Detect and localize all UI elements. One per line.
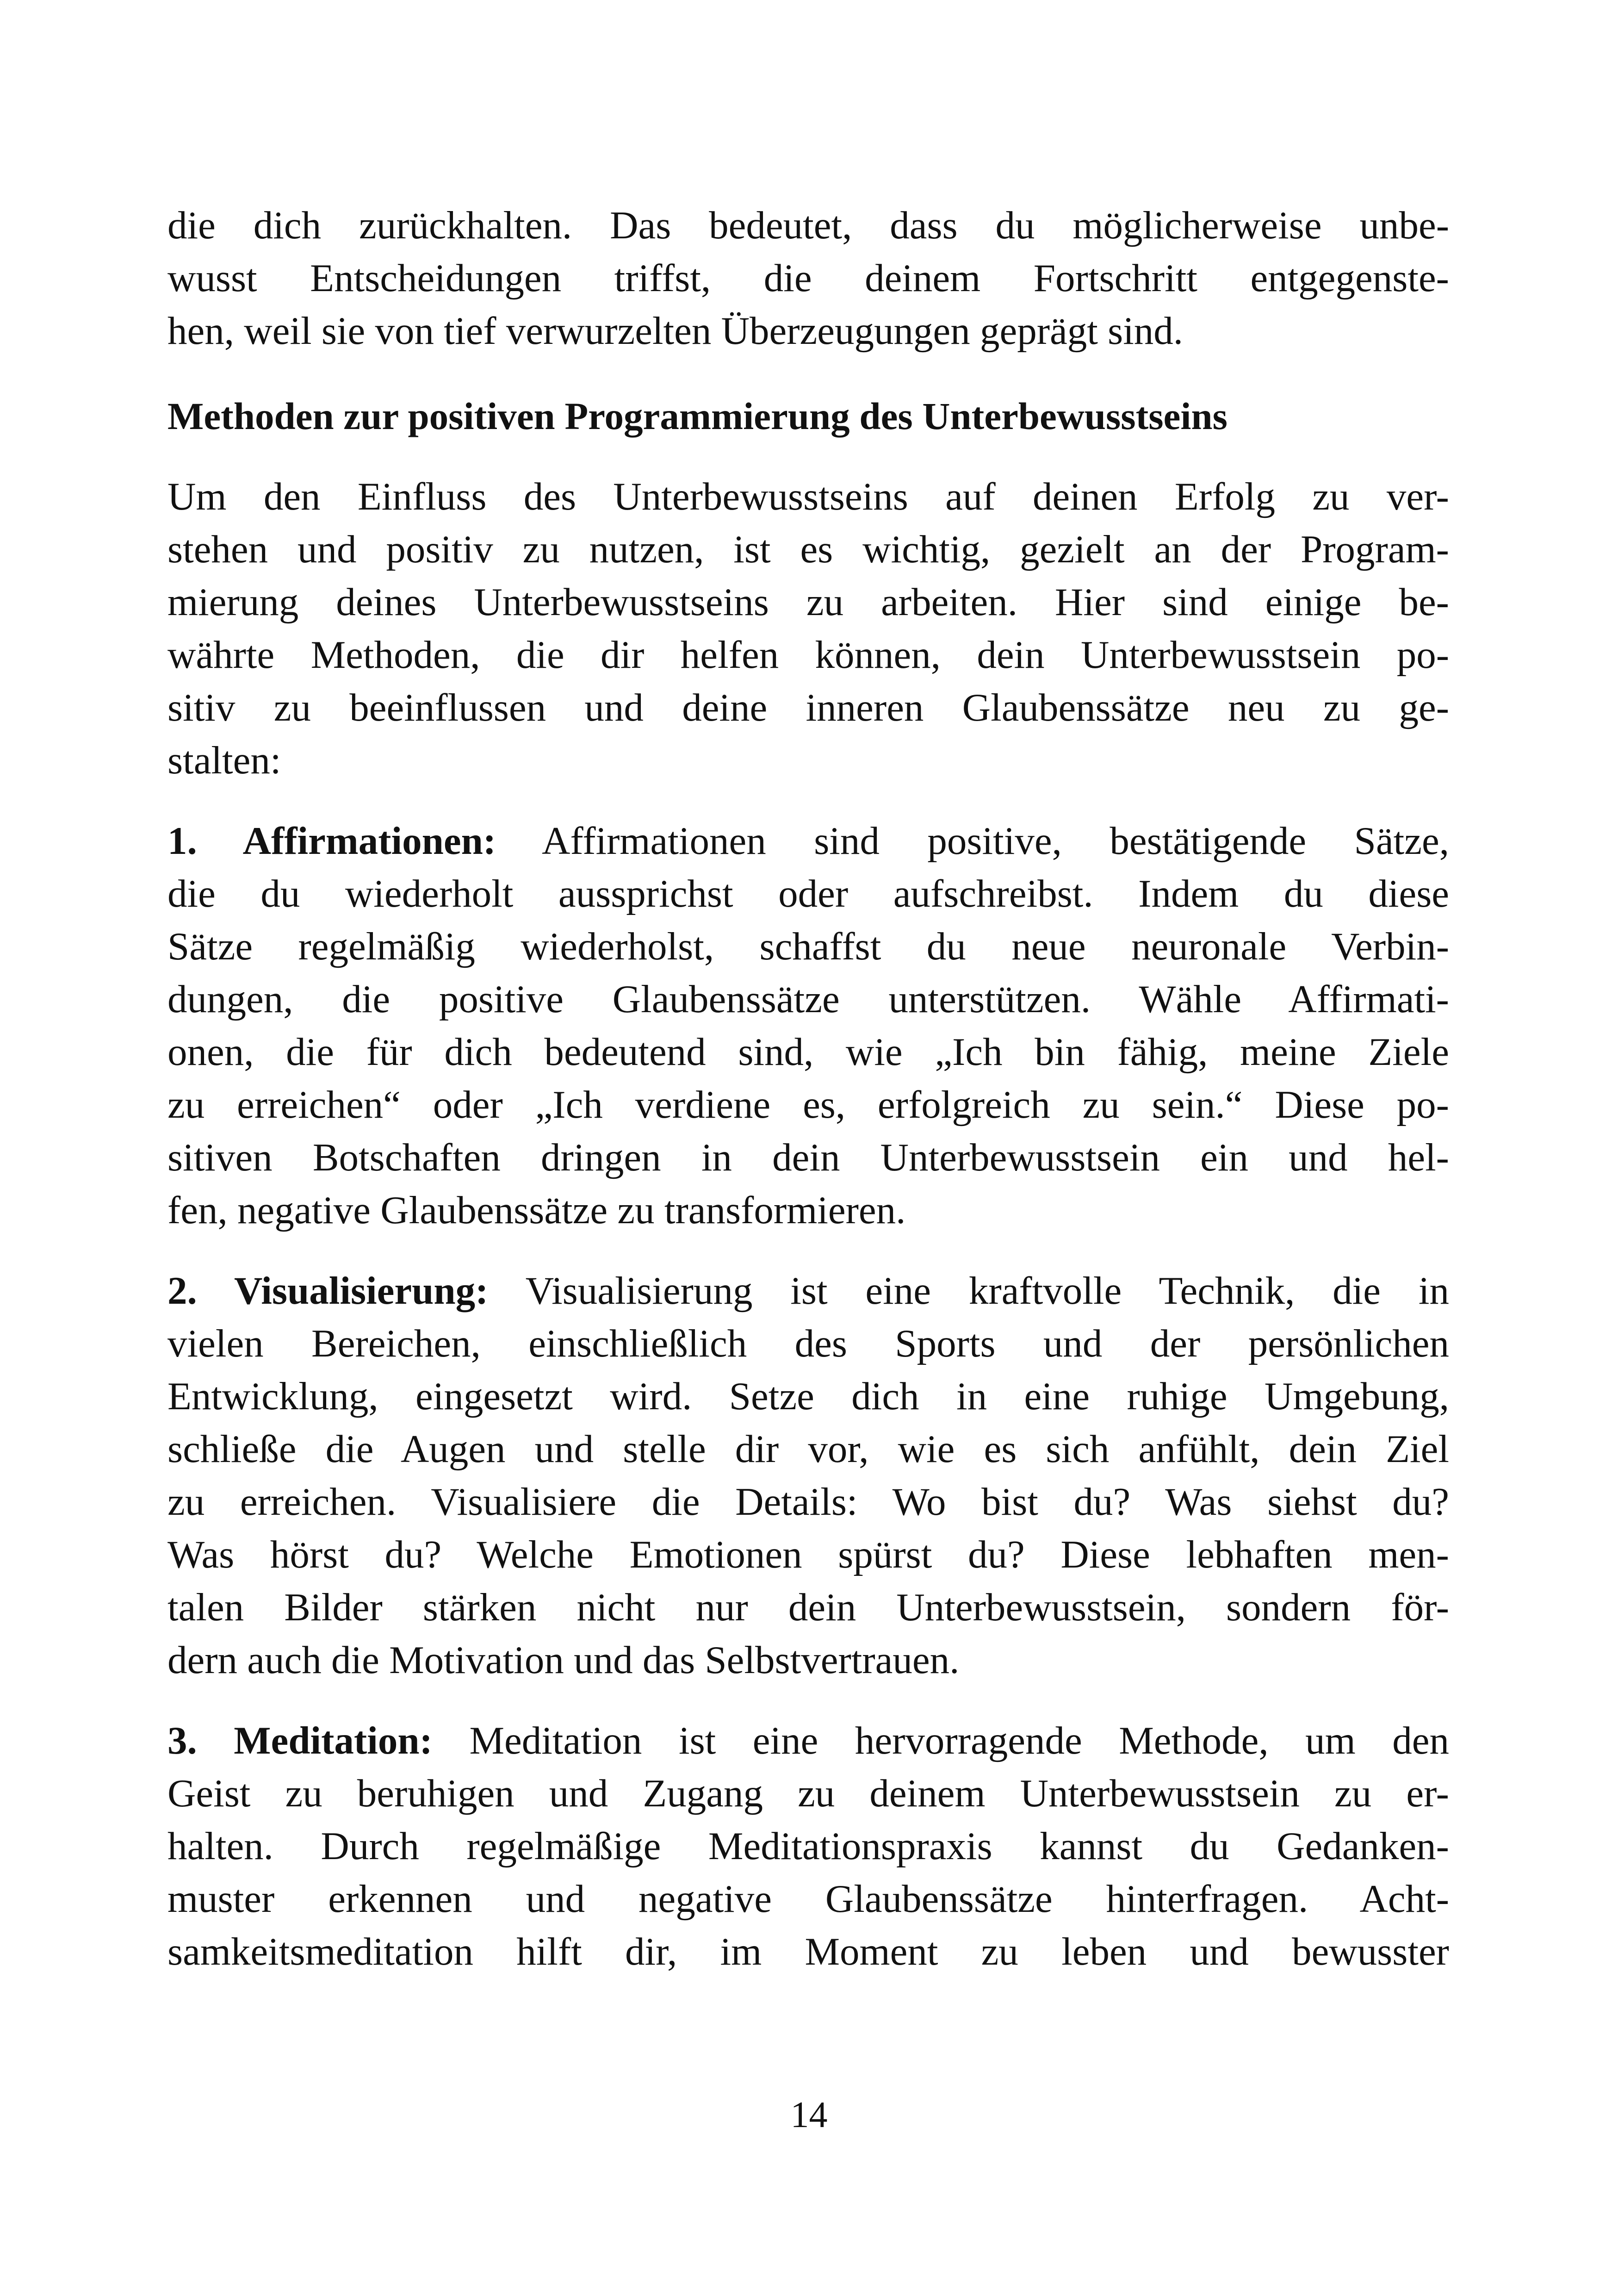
text-line: vielen Bereichen, einschließlich des Sports und der persönlichen (167, 1322, 1449, 1365)
text-line: die du wiederholt aussprichst oder aufschreibst. Indem du diese (167, 872, 1449, 915)
text-line: die dich zurückhalten. Das bedeutet, dass du möglicherweise unbe- (167, 204, 1449, 247)
text-line: mierung deines Unterbewusstseins zu arbeiten. Hier sind einige be- (167, 580, 1449, 624)
method-text: Meditation ist eine hervorragende Methode, um den (432, 1719, 1449, 1762)
text-line (167, 1264, 1449, 1317)
method-label: 2. Visualisierung: (167, 1269, 489, 1313)
text-line: Um den Einfluss des Unterbewusstseins auf deinen Erfolg zu ver- (167, 475, 1449, 518)
text-line: talen Bilder stärken nicht nur dein Unterbewusstsein, sondern för- (167, 1586, 1449, 1629)
text-line: Sätze regelmäßig wiederholst, schaffst du neue neuronale Verbin- (167, 925, 1449, 968)
text-line: onen, die für dich bedeutend sind, wie „Ich bin fähig, meine Ziele (167, 1030, 1449, 1074)
method-meditation (167, 1714, 1449, 1978)
method-label: 1. Affirmationen: (167, 819, 496, 863)
text-line: fen, negative Glaubenssätze zu transformieren. (167, 1188, 906, 1232)
text-line: dern auch die Motivation und das Selbstvertrauen. (167, 1638, 960, 1682)
text-line: zu erreichen. Visualisiere die Details: Wo bist du? Was siehst du? (167, 1480, 1449, 1524)
method-affirmationen (167, 815, 1449, 1237)
text-line: zu erreichen“ oder „Ich verdiene es, erfolgreich zu sein.“ Diese po- (167, 1083, 1449, 1126)
method-text: Visualisierung ist eine kraftvolle Technik, die in (488, 1269, 1449, 1313)
text-line: muster erkennen und negative Glaubenssätze hinterfragen. Acht- (167, 1877, 1449, 1921)
method-text: Affirmationen sind positive, bestätigende Sätze, (496, 819, 1449, 863)
text-line: wusst Entscheidungen triffst, die deinem Fortschritt entgegenste- (167, 256, 1449, 300)
text-line: hen, weil sie von tief verwurzelten Überzeugungen geprägt sind. (167, 309, 1184, 353)
text-line: stalten: (167, 739, 281, 782)
text-line: Geist zu beruhigen und Zugang zu deinem Unterbewusstsein zu er- (167, 1772, 1449, 1815)
page-number: 14 (790, 2095, 828, 2135)
text-line: sitiven Botschaften dringen in dein Unterbewusstsein ein und hel- (167, 1136, 1449, 1179)
text-line: schließe die Augen und stelle dir vor, wie es sich anfühlt, dein Ziel (167, 1427, 1449, 1471)
section-intro-paragraph (167, 470, 1449, 787)
text-line: Entwicklung, eingesetzt wird. Setze dich in eine ruhige Umgebung, (167, 1375, 1449, 1418)
method-label: 3. Meditation: (167, 1719, 433, 1762)
intro-paragraph (167, 199, 1449, 357)
section-heading: Methoden zur positiven Programmierung des Unterbewusstseins (167, 395, 1227, 437)
book-page (167, 199, 1449, 1978)
text-line (167, 1714, 1449, 1767)
text-line: stehen und positiv zu nutzen, ist es wichtig, gezielt an der Program- (167, 528, 1449, 571)
text-line: samkeitsmeditation hilft dir, im Moment zu leben und bewusster (167, 1930, 1449, 1973)
text-line: sitiv zu beeinflussen und deine inneren Glaubenssätze neu zu ge- (167, 686, 1449, 729)
method-visualisierung (167, 1264, 1449, 1686)
text-line: halten. Durch regelmäßige Meditationspraxis kannst du Gedanken- (167, 1824, 1449, 1868)
text-line: währte Methoden, die dir helfen können, dein Unterbewusstsein po- (167, 633, 1449, 677)
text-line (167, 815, 1449, 867)
text-line: Was hörst du? Welche Emotionen spürst du? Diese lebhaften men- (167, 1533, 1449, 1576)
text-line: dungen, die positive Glaubenssätze unterstützen. Wähle Affirmati- (167, 977, 1449, 1021)
